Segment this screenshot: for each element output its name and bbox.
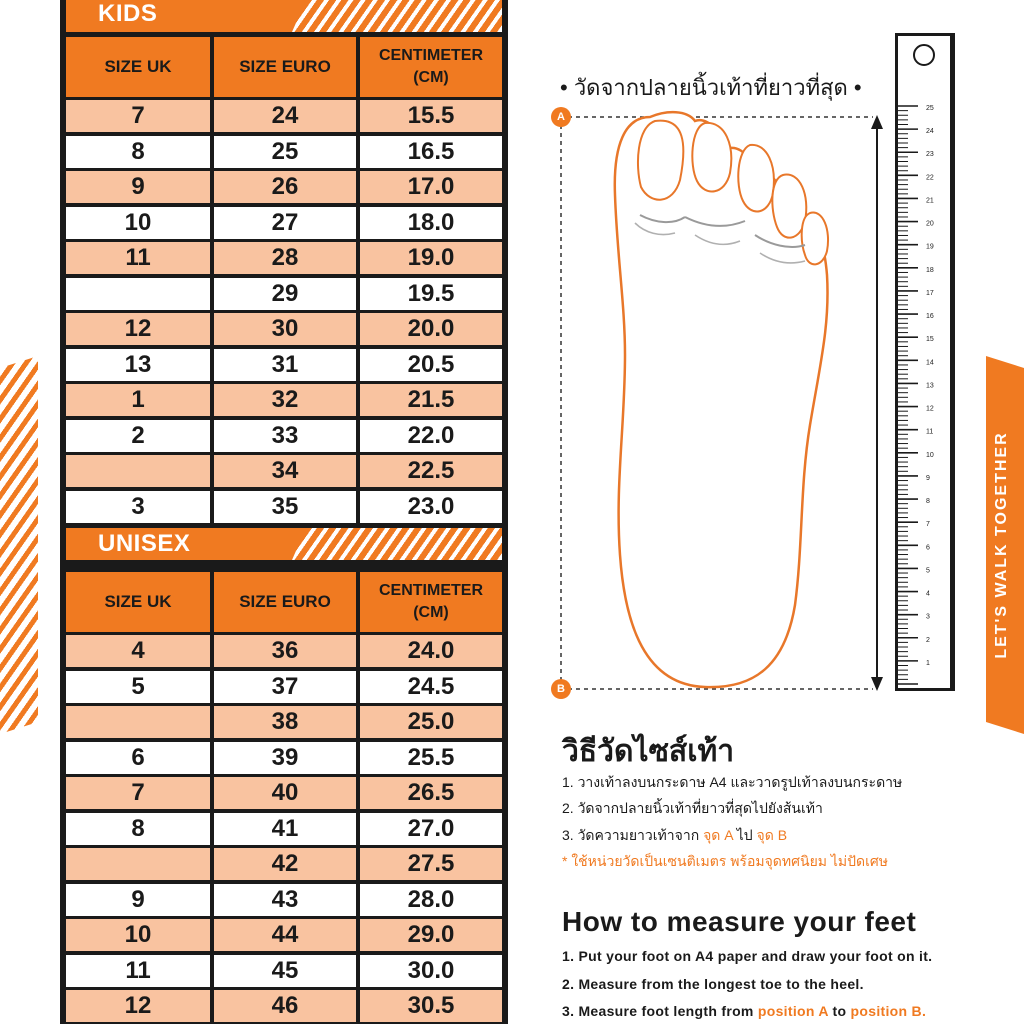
size-uk-cell: 5 (66, 671, 210, 703)
size-uk-cell: 1 (66, 384, 210, 416)
size-euro-cell: 35 (214, 491, 356, 523)
centimeter-cell: 24.0 (360, 635, 502, 667)
ruler-label: 11 (926, 428, 934, 436)
centimeter-cell: 19.0 (360, 242, 502, 274)
size-uk-cell: 4 (66, 635, 210, 667)
centimeter-cell: 17.0 (360, 171, 502, 203)
size-uk-cell: 6 (66, 742, 210, 774)
english-howto-title: How to measure your feet (562, 906, 917, 937)
size-uk-cell: 9 (66, 171, 210, 203)
header-centimeter-label: CENTIMETER (379, 582, 483, 599)
thai-step-2: 2. วัดจากปลายนิ้วเท้าที่ยาวที่สุดไปยังส้นเท้า (562, 800, 823, 816)
size-uk-cell (66, 706, 210, 738)
ruler-label: 17 (926, 289, 934, 297)
foot-outline-illustration (555, 105, 895, 700)
ruler-label: 7 (926, 521, 930, 529)
size-euro-cell: 39 (214, 742, 356, 774)
english-step-3-mid: to (832, 1003, 847, 1019)
ruler-hole (913, 44, 935, 66)
centimeter-cell: 18.0 (360, 207, 502, 239)
ruler-label: 15 (926, 336, 934, 344)
unisex-header-centimeter (360, 572, 502, 632)
size-uk-cell: 7 (66, 777, 210, 809)
size-euro-cell: 44 (214, 919, 356, 951)
centimeter-cell: 24.5 (360, 671, 502, 703)
size-euro-cell: 34 (214, 455, 356, 487)
ruler-scale (898, 36, 950, 688)
point-a-marker: A (551, 107, 571, 127)
size-uk-cell: 7 (66, 100, 210, 132)
size-euro-cell: 46 (214, 990, 356, 1022)
header-cm-label: (CM) (413, 604, 449, 621)
centimeter-cell: 26.5 (360, 777, 502, 809)
size-euro-cell: 31 (214, 349, 356, 381)
kids-header-size-euro: SIZE EURO (214, 37, 356, 97)
ruler-label: 12 (926, 405, 934, 413)
ruler-label: 16 (926, 313, 934, 321)
ruler-label: 3 (926, 613, 930, 621)
ruler-label: 2 (926, 636, 930, 644)
ruler-label: 4 (926, 590, 930, 598)
kids-header-size-uk: SIZE UK (66, 37, 210, 97)
centimeter-cell: 15.5 (360, 100, 502, 132)
size-uk-cell: 9 (66, 884, 210, 916)
ruler-label: 20 (926, 220, 934, 228)
ruler-label: 5 (926, 567, 930, 575)
size-uk-cell: 11 (66, 242, 210, 274)
centimeter-cell: 28.0 (360, 884, 502, 916)
size-euro-cell: 32 (214, 384, 356, 416)
kids-section-header (66, 0, 502, 32)
size-uk-cell (66, 455, 210, 487)
centimeter-cell: 30.5 (360, 990, 502, 1022)
thai-step-1: 1. วางเท้าลงบนกระดาษ A4 และวาดรูปเท้าลงบนกระดาษ (562, 774, 903, 790)
size-uk-cell: 11 (66, 955, 210, 987)
size-euro-cell: 38 (214, 706, 356, 738)
size-uk-cell: 3 (66, 491, 210, 523)
left-stripe-decoration (0, 356, 38, 734)
ruler-label: 10 (926, 451, 934, 459)
centimeter-cell: 30.0 (360, 955, 502, 987)
size-uk-cell: 12 (66, 990, 210, 1022)
centimeter-cell: 21.5 (360, 384, 502, 416)
size-uk-cell: 10 (66, 919, 210, 951)
header-cm-label: (CM) (413, 69, 449, 86)
centimeter-cell: 23.0 (360, 491, 502, 523)
size-euro-cell: 26 (214, 171, 356, 203)
kids-header-centimeter (360, 37, 502, 97)
ruler-label: 21 (926, 197, 934, 205)
english-step-3-prefix: 3. Measure foot length from (562, 1003, 754, 1019)
unisex-section-header (66, 528, 502, 560)
size-uk-cell: 12 (66, 313, 210, 345)
english-step-1: 1. Put your foot on A4 paper and draw your foot on it. (562, 948, 933, 964)
unisex-header-size-uk: SIZE UK (66, 572, 210, 632)
size-euro-cell: 45 (214, 955, 356, 987)
english-step-3 (562, 1003, 926, 1019)
unisex-header-size-euro: SIZE EURO (214, 572, 356, 632)
size-uk-cell: 2 (66, 420, 210, 452)
thai-point-a: จุด A (703, 827, 733, 843)
centimeter-cell: 16.5 (360, 136, 502, 168)
centimeter-cell: 22.5 (360, 455, 502, 487)
size-euro-cell: 24 (214, 100, 356, 132)
thai-step-3-prefix: 3. วัดความยาวเท้าจาก (562, 827, 700, 843)
english-step-2: 2. Measure from the longest toe to the heel. (562, 976, 864, 992)
ruler-label: 19 (926, 243, 934, 251)
english-point-a: position A (757, 1003, 829, 1019)
kids-title: KIDS (98, 0, 158, 27)
centimeter-cell: 25.0 (360, 706, 502, 738)
centimeter-cell: 25.5 (360, 742, 502, 774)
ruler-icon (895, 33, 955, 691)
size-euro-cell: 36 (214, 635, 356, 667)
header-centimeter-label: CENTIMETER (379, 47, 483, 64)
thai-point-b: จุด B (756, 827, 788, 843)
ruler-label: 1 (926, 659, 930, 667)
thai-note: * ใช้หน่วยวัดเป็นเซนติเมตร พร้อมจุดทศนิยม ไม่ปัดเศษ (562, 853, 889, 869)
size-euro-cell: 41 (214, 813, 356, 845)
size-uk-cell (66, 848, 210, 880)
ruler-face (898, 36, 950, 688)
centimeter-cell: 29.0 (360, 919, 502, 951)
measure-caption: • วัดจากปลายนิ้วเท้าที่ยาวที่สุด • (560, 75, 862, 100)
size-euro-cell: 25 (214, 136, 356, 168)
header-stripes (292, 528, 502, 560)
centimeter-cell: 20.5 (360, 349, 502, 381)
centimeter-cell: 27.5 (360, 848, 502, 880)
ruler-label: 18 (926, 266, 934, 274)
ruler-label: 23 (926, 151, 934, 159)
ruler-label: 25 (926, 105, 934, 112)
thai-step-3 (562, 825, 787, 847)
ruler-label: 9 (926, 474, 930, 482)
ruler-label: 13 (926, 382, 934, 390)
centimeter-cell: 27.0 (360, 813, 502, 845)
size-euro-cell: 27 (214, 207, 356, 239)
centimeter-cell: 19.5 (360, 278, 502, 310)
english-point-b: position B. (850, 1003, 927, 1019)
size-uk-cell: 10 (66, 207, 210, 239)
point-b-marker: B (551, 679, 571, 699)
size-uk-cell (66, 278, 210, 310)
ruler-label: 14 (926, 359, 934, 367)
thai-howto-title: วิธีวัดไซส์เท้า (562, 735, 735, 768)
ruler-label: 24 (926, 128, 934, 136)
size-euro-cell: 37 (214, 671, 356, 703)
thai-step-3-mid: ไป (736, 827, 753, 843)
size-euro-cell: 43 (214, 884, 356, 916)
size-euro-cell: 33 (214, 420, 356, 452)
centimeter-cell: 20.0 (360, 313, 502, 345)
size-uk-cell: 8 (66, 136, 210, 168)
size-uk-cell: 8 (66, 813, 210, 845)
side-banner-text: LET'S WALK TOGETHER (993, 431, 1010, 659)
ruler-label: 22 (926, 174, 934, 182)
centimeter-cell: 22.0 (360, 420, 502, 452)
size-euro-cell: 28 (214, 242, 356, 274)
ruler-label: 8 (926, 498, 930, 506)
size-euro-cell: 30 (214, 313, 356, 345)
unisex-title: UNISEX (98, 530, 191, 557)
header-stripes (292, 0, 502, 32)
size-euro-cell: 40 (214, 777, 356, 809)
size-euro-cell: 29 (214, 278, 356, 310)
size-euro-cell: 42 (214, 848, 356, 880)
ruler-label: 6 (926, 544, 930, 552)
size-uk-cell: 13 (66, 349, 210, 381)
